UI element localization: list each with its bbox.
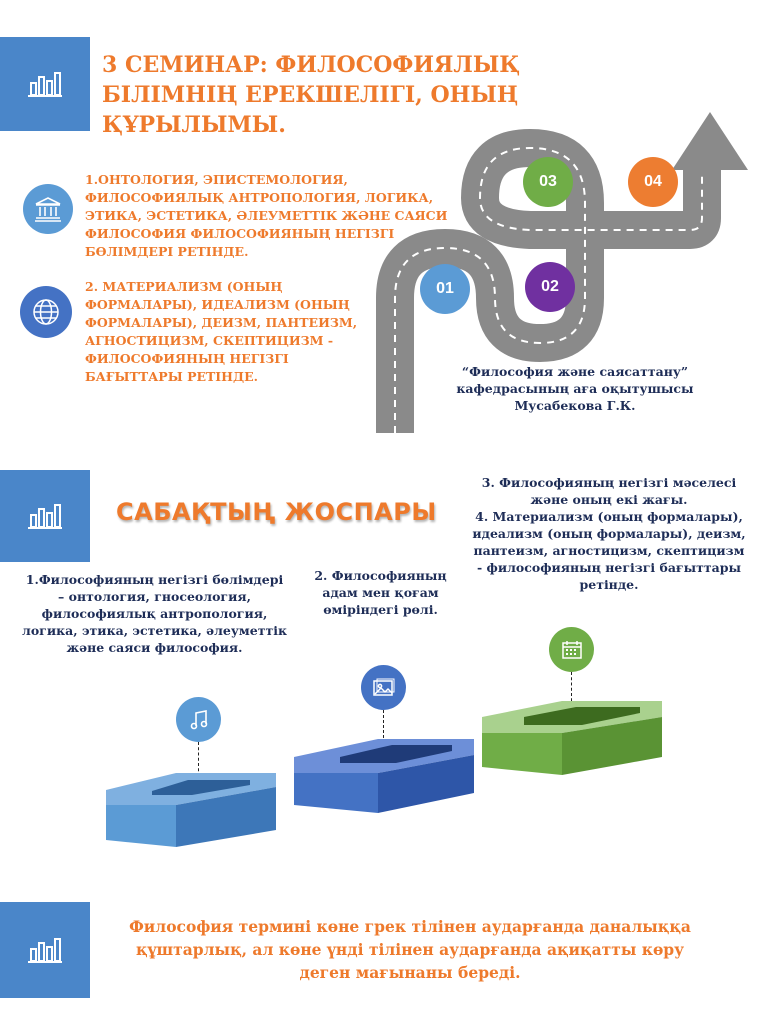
plan-block-1 bbox=[106, 773, 276, 847]
plan-step-2-text: 2. Философияның адам мен қоғам өміріндегі рөлі. bbox=[314, 568, 447, 617]
plan-block-3 bbox=[482, 701, 662, 775]
topic-2-text: 2. МАТЕРИАЛИЗМ (ОНЫҢ ФОРМАЛАРЫ), ИДЕАЛИЗМ (ОНЫҢ ФОРМАЛАРЫ), ДЕИЗМ, ПАНТЕИЗМ, АГНОСТИЦИЗМ, СКЕПТИЦИЗМ - ФИЛОСОФИЯНЫҢ НЕГІЗГІ БАҒЫТТАРЫ РЕТІНДЕ. bbox=[85, 279, 358, 384]
topic-1-badge bbox=[23, 184, 73, 234]
bar-chart-icon bbox=[27, 501, 63, 531]
road-marker-02: 02 bbox=[525, 262, 575, 312]
plan-step-3-text: 3. Философияның негізгі мәселесі және оның екі жағы. 4. Материализм (оның формалары), идеализм (оның формалары), деизм, пантеизм, агностицизм, скептицизм - философияның негізгі бағыттары ретінде. bbox=[472, 475, 746, 592]
plan-step-1-text: 1.Философияның негізгі бөлімдері – онтология, гносеология, философиялық антропология, логика, этика, эстетика, әлеуметтік және саяси философия. bbox=[22, 572, 287, 655]
road-marker-01: 01 bbox=[420, 264, 470, 314]
bank-icon bbox=[34, 196, 62, 222]
plan-step-3-badge bbox=[549, 627, 594, 672]
author-line-3: Мусабекова Г.К. bbox=[514, 398, 636, 413]
author-line-2: кафедрасының аға оқытушысы bbox=[456, 381, 694, 396]
road-marker-03: 03 bbox=[523, 157, 573, 207]
topic-1-text: 1.ОНТОЛОГИЯ, ЭПИСТЕМОЛОГИЯ, ФИЛОСОФИЯЛЫҚ АНТРОПОЛОГИЯ, ЛОГИКА, ЭТИКА, ЭСТЕТИКА, ӘЛЕУМЕТТІК ЖӘНЕ САЯСИ ФИЛОСОФИЯ ФИЛОСОФИЯНЫҢ НЕГІЗГІ БӨЛІМДЕРІ РЕТІНДЕ. bbox=[85, 172, 448, 259]
plan-blocks bbox=[100, 695, 670, 855]
calendar-icon bbox=[561, 639, 583, 661]
plan-title: САБАҚТЫҢ ЖОСПАРЫ bbox=[116, 498, 437, 526]
footer-text: Философия термині көне грек тілінен аударғанда даналыққа құштарлық, ал көне үнді тілінен аударғанда ақиқатты көру деген мағынаны береді. bbox=[129, 917, 691, 982]
plan-block-2 bbox=[294, 739, 474, 813]
author-block bbox=[440, 363, 710, 414]
chart-icon-box-header bbox=[0, 37, 90, 131]
road-marker-04: 04 bbox=[628, 157, 678, 207]
chart-icon-box-footer bbox=[0, 902, 90, 998]
chart-icon-box-plan bbox=[0, 470, 90, 562]
globe-icon bbox=[31, 297, 61, 327]
author-line-1: “Философия және саясаттану” bbox=[461, 364, 689, 379]
bar-chart-icon bbox=[27, 935, 63, 965]
bar-chart-icon bbox=[27, 69, 63, 99]
topic-2-badge bbox=[20, 286, 72, 338]
page-title: 3 СЕМИНАР: ФИЛОСОФИЯЛЫҚ БІЛІМНІҢ ЕРЕКШЕЛІГІ, ОНЫҢ ҚҰРЫЛЫМЫ. bbox=[102, 52, 521, 138]
